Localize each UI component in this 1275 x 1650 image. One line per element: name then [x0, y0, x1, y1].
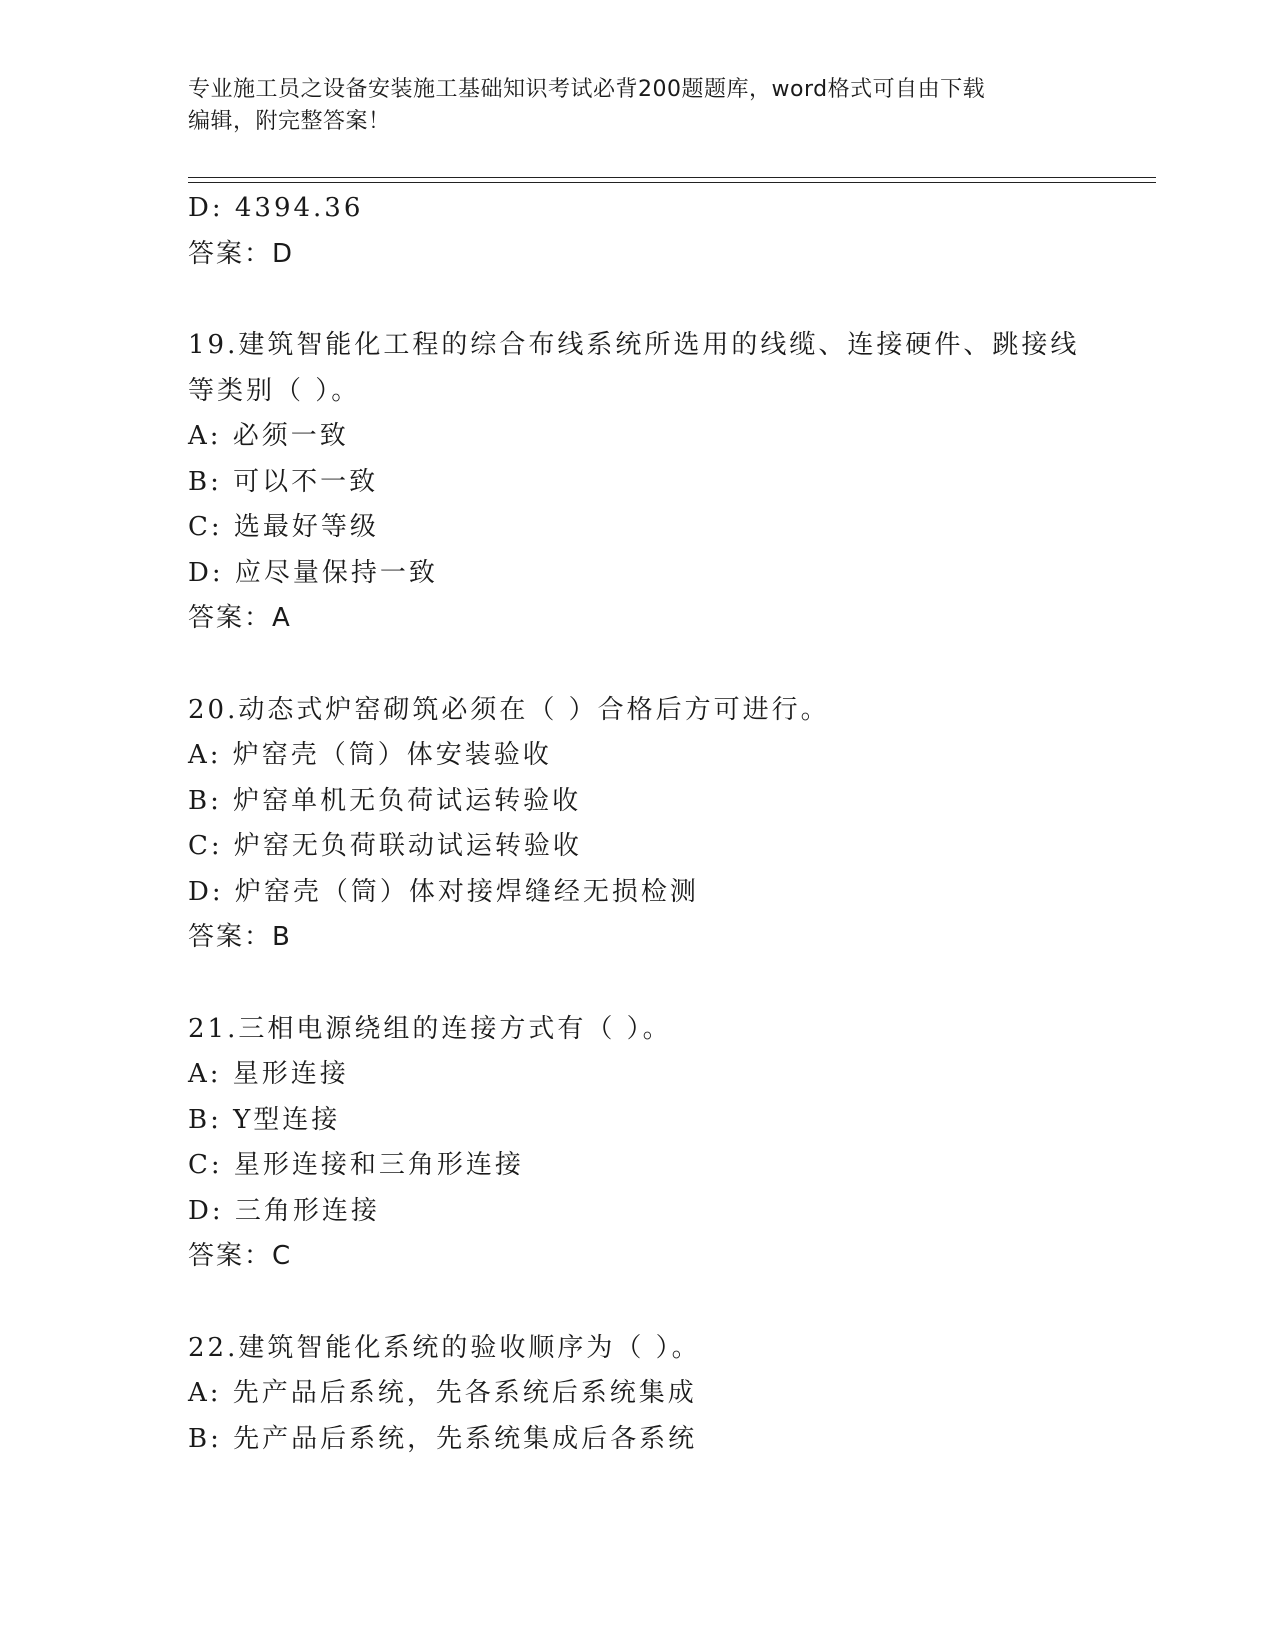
option-a: A: 星形连接 [188, 1059, 349, 1089]
spacer [188, 1280, 1148, 1326]
question-stem: 21.三相电源绕组的连接方式有（ ）。 [188, 1013, 672, 1044]
question-20 [188, 688, 1148, 961]
question-stem: 22.建筑智能化系统的验收顺序为（ ）。 [188, 1332, 701, 1363]
question-stem: 19.建筑智能化工程的综合布线系统所选用的线缆、连接硬件、跳接线 [188, 330, 1080, 360]
option-d: D: 三角形连接 [188, 1195, 380, 1226]
option-d: D: 炉窑壳（筒）体对接焊缝经无损检测 [188, 876, 699, 907]
option-a: A: 炉窑壳（筒）体安装验收 [188, 740, 552, 770]
option-a: A: 必须一致 [188, 421, 349, 451]
header-divider [188, 177, 1156, 178]
document-header [188, 74, 1088, 138]
spacer [188, 961, 1148, 1007]
question-stem: 20.动态式炉窑砌筑必须在（ ）合格后方可进行。 [188, 694, 830, 725]
option-d: D: 应尽量保持一致 [188, 557, 438, 588]
spacer [188, 277, 1148, 323]
answer-line: 答案：C [188, 1241, 293, 1271]
option-b: B: 可以不一致 [188, 466, 379, 497]
option-b: B: 先产品后系统，先系统集成后各系统 [188, 1423, 698, 1454]
header-title-line2: 编辑，附完整答案！ [188, 109, 391, 134]
option-a: A: 先产品后系统，先各系统后系统集成 [188, 1378, 697, 1408]
header-title-line1: 专业施工员之设备安装施工基础知识考试必背200题题库，word格式可自由下载 [188, 77, 986, 102]
document-body [188, 186, 1148, 1462]
question-19 [188, 323, 1148, 642]
question-stem-continued: 等类别（ ）。 [188, 375, 361, 406]
answer-line: 答案：D [188, 238, 295, 269]
spacer [188, 642, 1148, 688]
question-22 [188, 1326, 1148, 1463]
option-b: B: Y型连接 [188, 1104, 341, 1135]
option-c: C: 炉窑无负荷联动试运转验收 [188, 831, 582, 861]
option-c: C: 星形连接和三角形连接 [188, 1150, 524, 1180]
answer-line: 答案：A [188, 603, 292, 633]
question-21 [188, 1007, 1148, 1280]
option-d: D: 4394.36 [188, 193, 364, 223]
answer-line: 答案：B [188, 922, 292, 952]
option-b: B: 炉窑单机无负荷试运转验收 [188, 785, 582, 816]
header-divider-secondary [188, 182, 1156, 183]
previous-question-tail [188, 186, 1148, 277]
option-c: C: 选最好等级 [188, 512, 379, 542]
